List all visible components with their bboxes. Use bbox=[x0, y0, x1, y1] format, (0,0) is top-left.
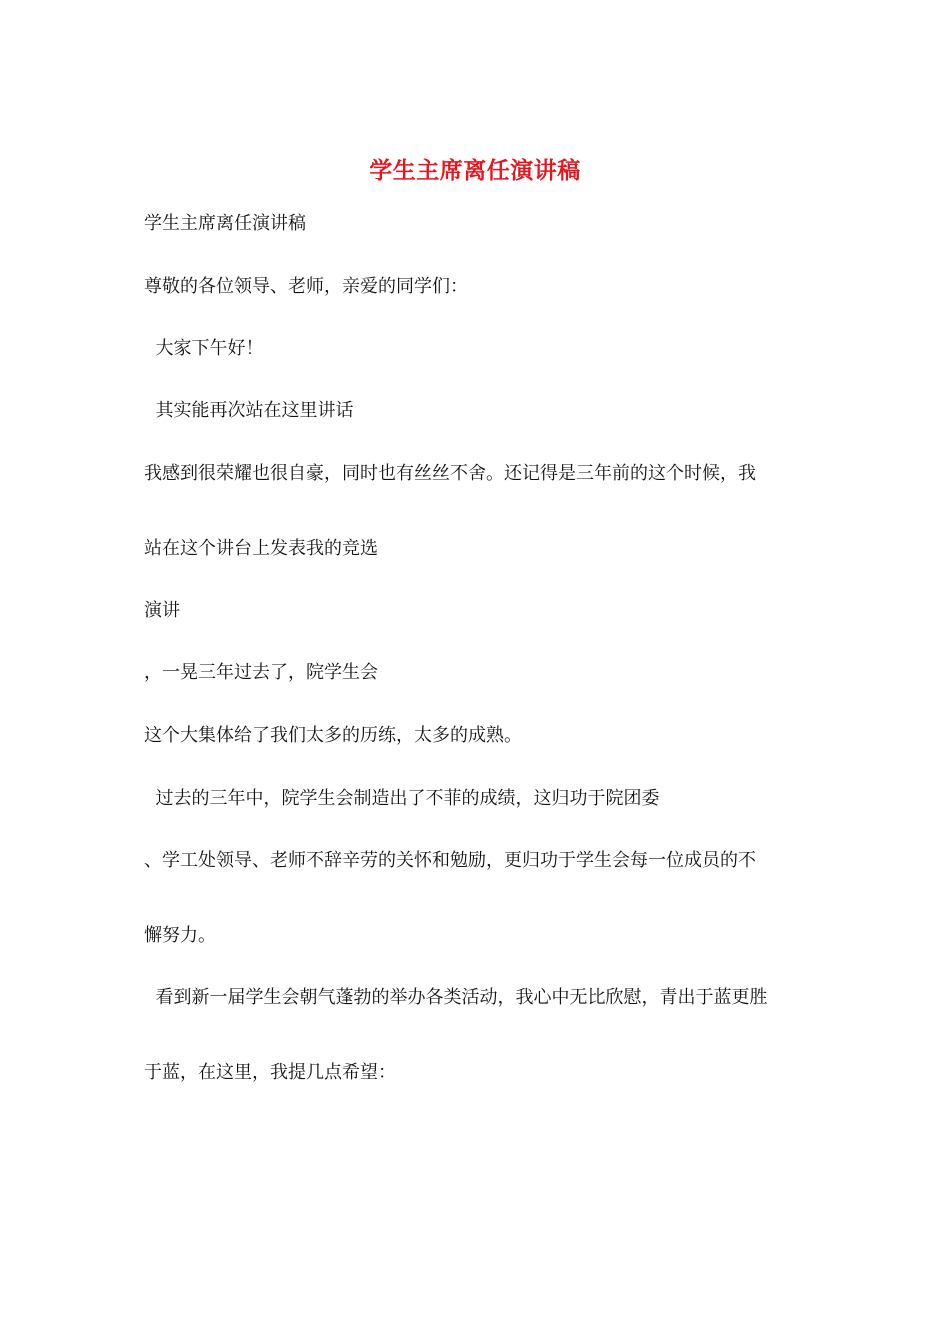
body-line: 尊敬的各位领导、老师，亲爱的同学们： bbox=[144, 276, 468, 297]
body-line: 看到新一届学生会朝气蓬勃的举办各类活动，我心中无比欣慰，青出于蓝更胜 bbox=[144, 987, 768, 1008]
body-line: 其实能再次站在这里讲话 bbox=[144, 400, 354, 421]
body-line: 懈努力。 bbox=[144, 925, 216, 946]
body-line: 演讲 bbox=[144, 600, 180, 621]
body-line: 站在这个讲台上发表我的竞选 bbox=[144, 538, 378, 559]
body-line: 于蓝，在这里，我提几点希望： bbox=[144, 1062, 396, 1083]
body-line: 、学工处领导、老师不辞辛劳的关怀和勉励，更归功于学生会每一位成员的不 bbox=[144, 850, 756, 871]
body-line: 学生主席离任演讲稿 bbox=[144, 213, 306, 234]
document-title: 学生主席离任演讲稿 bbox=[369, 158, 581, 184]
body-line: 过去的三年中，院学生会制造出了不菲的成绩，这归功于院团委 bbox=[144, 788, 660, 809]
body-line: 这个大集体给了我们太多的历练，太多的成熟。 bbox=[144, 725, 522, 746]
body-line: 大家下午好！ bbox=[144, 338, 264, 359]
body-line: 我感到很荣耀也很自豪，同时也有丝丝不舍。还记得是三年前的这个时候，我 bbox=[144, 463, 756, 484]
body-line: ，一晃三年过去了，院学生会 bbox=[144, 662, 378, 683]
